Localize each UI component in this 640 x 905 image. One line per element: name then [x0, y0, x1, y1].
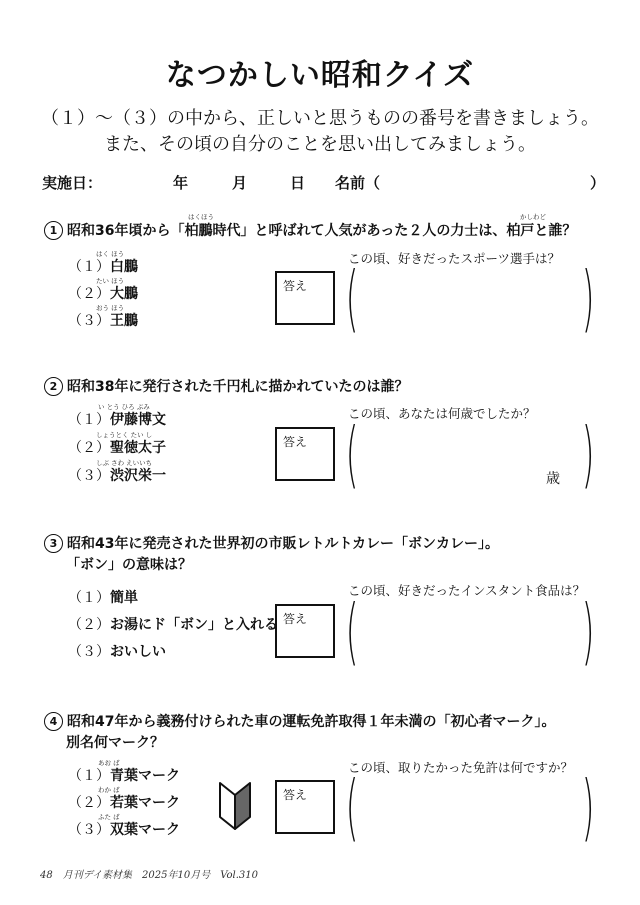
option-2: （２）お湯にド「ボン」と入れる	[68, 617, 278, 633]
open-paren: (	[345, 589, 359, 673]
question-text: 昭和43年に発売された世界初の市販レトルトカレー「ボンカレー」。	[67, 536, 500, 552]
question-number: 1	[44, 221, 63, 240]
question-number: 3	[44, 534, 63, 553]
option-3: （３）双葉マーク	[68, 822, 180, 838]
name-close: ）	[590, 174, 606, 192]
day-label: 日	[290, 174, 306, 192]
open-paren: (	[345, 256, 359, 340]
recall-answer-area[interactable]	[362, 272, 572, 326]
intro-line-2: また、その頃の自分のことを思い出してみましょう。	[104, 134, 536, 155]
recall-answer-area[interactable]	[362, 428, 542, 482]
question-number: 2	[44, 377, 63, 396]
answer-box[interactable]	[275, 427, 335, 481]
option-ruby: はく ほう	[96, 250, 125, 258]
answer-box[interactable]	[275, 271, 335, 325]
recall-answer-area[interactable]	[362, 605, 572, 659]
month-label: 月	[232, 174, 248, 192]
option-ruby: しぶ さわ えいいち	[96, 459, 153, 467]
age-unit: 歳	[546, 471, 560, 487]
option-1: （１）簡単	[68, 590, 138, 606]
question-4-line-2: 別名何マーク？	[66, 735, 164, 751]
question-number: 4	[44, 712, 63, 731]
question-text: 昭和47年から義務付けられた車の運転免許取得１年未満の「初心者マーク」。	[67, 714, 556, 730]
option-3: （３）おいしい	[68, 644, 166, 660]
option-1: （１）伊藤博文	[68, 412, 166, 428]
option-ruby: たい ほう	[96, 277, 125, 285]
page-title: なつかしい昭和クイズ	[165, 58, 475, 93]
recall-question: この頃、取りたかった免許は何ですか？	[348, 760, 574, 775]
answer-label: 答え	[283, 612, 308, 626]
recall-question: この頃、あなたは何歳でしたか？	[348, 406, 536, 421]
question-text: 昭和36年頃から「柏鵬時代」と呼ばれて人気があった２人の力士は、柏戸と誰？	[67, 223, 577, 239]
date-label: 実施日：	[42, 174, 103, 192]
answer-label: 答え	[283, 435, 308, 449]
close-paren: )	[581, 412, 595, 496]
option-2: （２）大鵬	[68, 286, 138, 302]
close-paren: )	[581, 765, 595, 849]
option-ruby: おう ほう	[96, 304, 125, 312]
year-label: 年	[173, 174, 189, 192]
option-3: （３）王鵬	[68, 313, 138, 329]
option-1: （１）青葉マーク	[68, 768, 180, 784]
furigana: かしわど	[520, 213, 546, 221]
close-paren: )	[581, 589, 595, 673]
option-ruby: わか ば	[98, 786, 120, 794]
question-2	[44, 376, 408, 396]
question-3-line-2: 「ボン」の意味は？	[66, 557, 192, 573]
option-2: （２）聖徳太子	[68, 440, 166, 456]
recall-question: この頃、好きだったスポーツ選手は？	[348, 251, 561, 266]
recall-answer-area[interactable]	[362, 781, 572, 835]
option-ruby: あお ば	[98, 759, 120, 767]
open-paren: (	[345, 412, 359, 496]
question-1	[44, 220, 576, 240]
question-text: 昭和38年に発行された千円札に描かれていたのは誰？	[67, 379, 409, 395]
recall-question: この頃、好きだったインスタント食品は？	[348, 583, 586, 598]
page-footer: 48 月刊デイ素材集 2025年10月号 Vol.310	[40, 870, 258, 881]
answer-label: 答え	[283, 279, 308, 293]
option-ruby: ふた ば	[98, 813, 120, 821]
question-3	[44, 533, 499, 553]
answer-box[interactable]	[275, 604, 335, 658]
option-2: （２）若葉マーク	[68, 795, 180, 811]
furigana: はくほう	[188, 213, 214, 221]
open-paren: (	[345, 765, 359, 849]
option-1: （１）白鵬	[68, 259, 138, 275]
option-ruby: い とう ひろ ぶみ	[98, 403, 150, 411]
answer-label: 答え	[283, 788, 308, 802]
option-3: （３）渋沢栄一	[68, 468, 166, 484]
question-4	[44, 711, 555, 731]
name-label: 名前（	[335, 174, 381, 192]
close-paren: )	[581, 256, 595, 340]
answer-box[interactable]	[275, 780, 335, 834]
option-ruby: しょうとく たい し	[96, 431, 153, 439]
beginner-mark-icon	[218, 781, 252, 831]
intro-line-1: （１）〜（３）の中から、正しいと思うものの番号を書きましょう。	[41, 108, 599, 129]
